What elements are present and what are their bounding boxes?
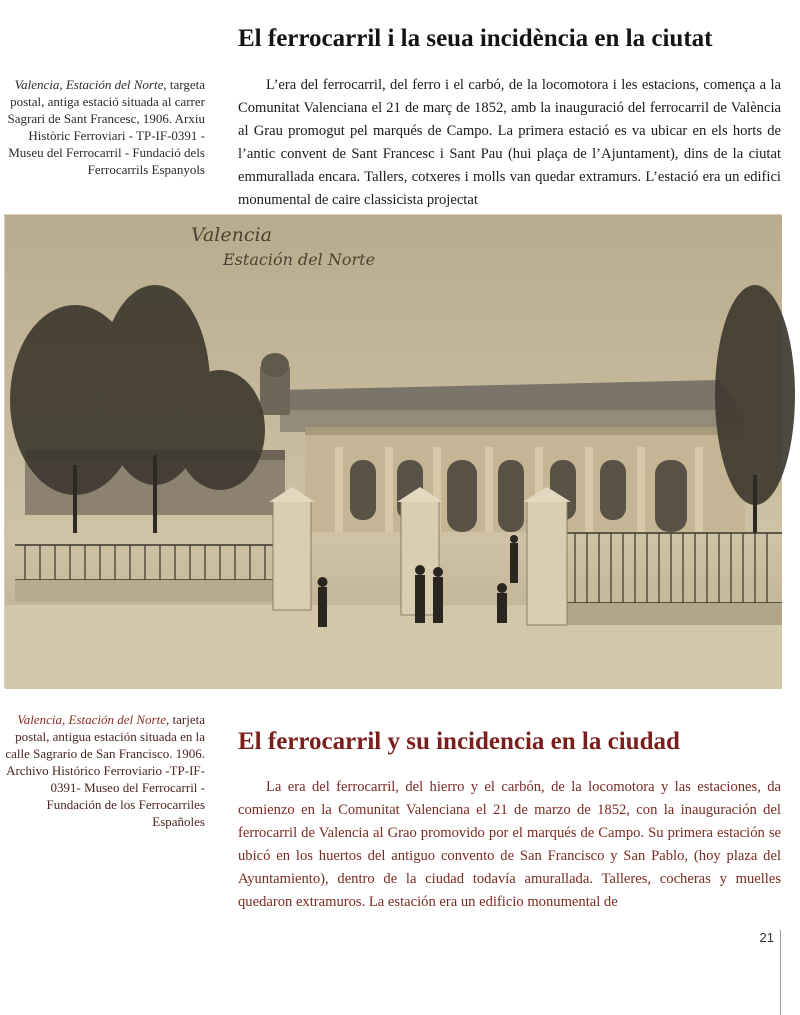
page-title-catalan: El ferrocarril i la seua incidència en la ciutat bbox=[238, 24, 713, 52]
paragraph: La era del ferrocarril, del hierro y el carbón, de la locomotora y las estaciones, da comienzo en la Comunitat Valenciana el 21 de marzo de 1852, con la inauguración del ferrocarril de Valencia al Grao promovido por el marqués de Campo. Su primera estación se ubicó en los huertos del antiguo convento de San Francisco y San Pablo, (hoy plaza del Ayuntamiento), dentro de la ciudad todavía amurallada. Talleres, cocheras y muelles quedaron extramuros. La estación era un edificio monumental de bbox=[238, 779, 781, 910]
body-text-catalan bbox=[238, 74, 781, 208]
body-text-spanish bbox=[238, 776, 781, 910]
caption-italic-title: Valencia, Estación del Norte bbox=[17, 712, 167, 727]
photo-caption-spanish bbox=[0, 711, 205, 830]
caption-italic-title: Valencia, Estación del Norte bbox=[14, 77, 164, 92]
caption-text: , tarjeta postal, antigua estación situada en la calle Sagrario de San Francisco. 1906. Archivo Histórico Ferroviario -TP-IF-0391- Museo del Ferrocarril - Fundación de los Ferrocarriles Españoles bbox=[5, 712, 205, 829]
page-edge-rule bbox=[780, 930, 781, 1015]
page-title-spanish: El ferrocarril y su incidencia en la ciudad bbox=[238, 727, 680, 755]
page-number: 21 bbox=[759, 930, 774, 945]
caption-text: , targeta postal, antiga estació situada al carrer Sagrari de Sant Francesc, 1906. Arxiu Històric Ferroviari - TP-IF-0391 - Museu del Ferrocarril - Fundació dels Ferrocarrils Espanyols bbox=[7, 77, 205, 177]
photo-caption-catalan bbox=[0, 76, 205, 178]
postcard-text-line1: Valencia bbox=[191, 224, 272, 246]
historic-postcard-photo bbox=[4, 214, 781, 688]
paragraph: L’era del ferrocarril, del ferro i el carbó, de la locomotora i les estacions, comença a la Comunitat Valenciana el 21 de març de 1852, amb la inauguració del ferrocarril de València al Grau promogut pel marqués de Campo. La primera estació es va ubicar en els horts de l’antic convent de Sant Francesc i Sant Pau (hui plaça de l’Ajuntament), dins de la ciutat emmurallada encara. Tallers, cotxeres i molls van quedar extramurs. L’estació era un edifici monumental de caire classicista projectat bbox=[238, 77, 781, 208]
postcard-text-line2: Estación del Norte bbox=[223, 250, 376, 269]
